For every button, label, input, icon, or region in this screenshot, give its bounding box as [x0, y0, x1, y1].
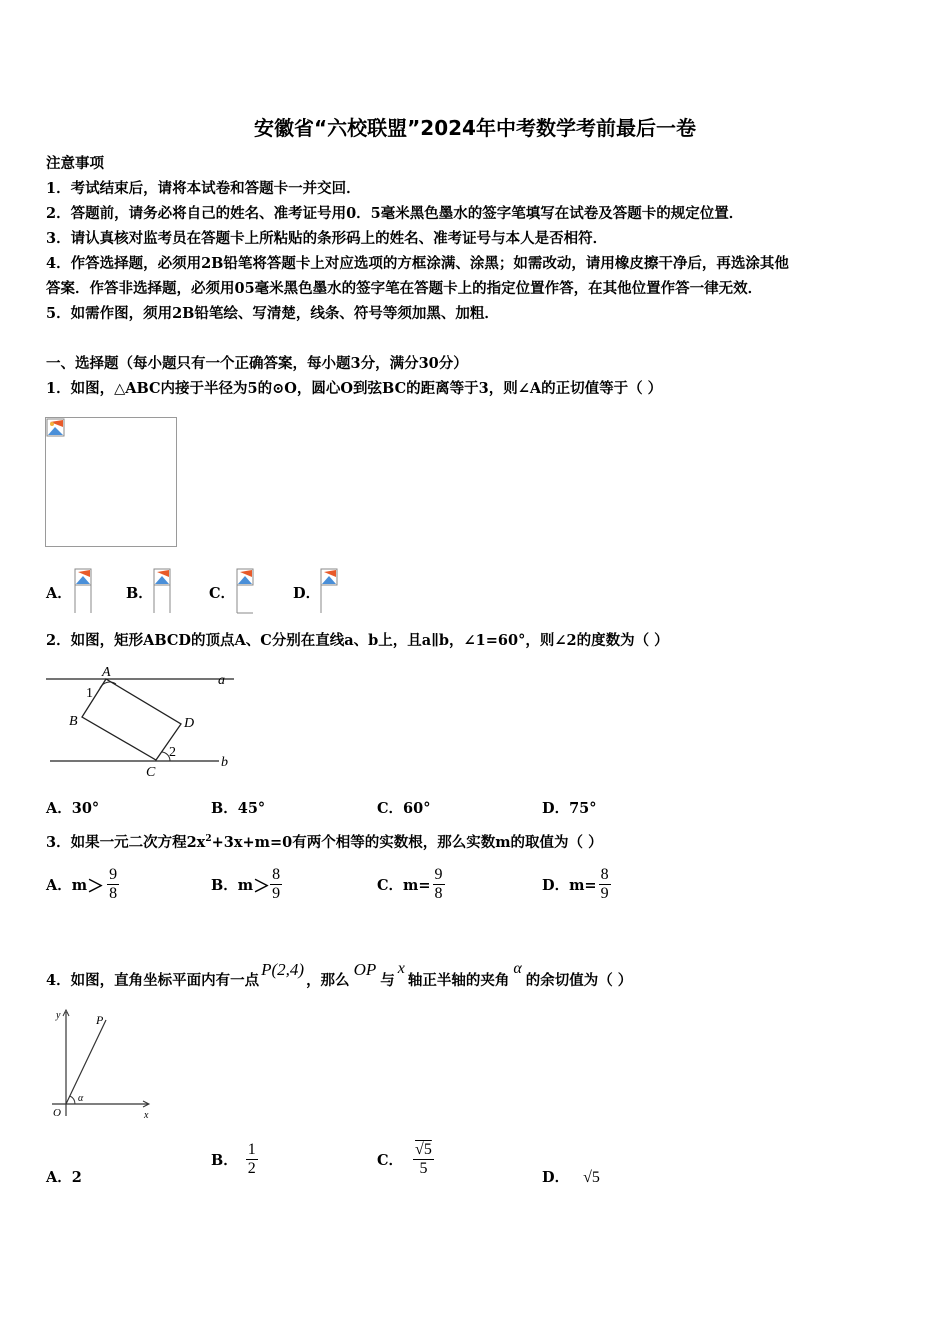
q3-option-d: D．m= $\frac{8}{9}$	[542, 866, 609, 902]
notice-heading: 注意事项	[46, 155, 104, 172]
label-P: P	[96, 1013, 104, 1027]
notice-item: 5．如需作图，须用2B铅笔绘、写清楚，线条、符号等须加黑、加粗．	[46, 305, 499, 322]
ray-op	[66, 1020, 106, 1104]
q1-option-c-broken-image-icon	[236, 568, 256, 614]
question-2-figure	[44, 662, 234, 782]
q2-option-d: D．75°	[542, 800, 597, 817]
q4-option-a: A．2	[46, 1169, 82, 1186]
notice-item: 答案．作答非选择题，必须用05毫米黑色墨水的签字笔在答题卡上的指定位置作答，在其他位置作答一律无效．	[46, 280, 763, 297]
label-O: O	[53, 1107, 61, 1119]
page-title: 安徽省“六校联盟”2024年中考数学考前最后一卷	[254, 116, 696, 140]
label-a: a	[218, 673, 225, 688]
question-1-figure-placeholder	[45, 417, 177, 547]
q2-option-c: C．60°	[377, 800, 431, 817]
question-2-text: 2．如图，矩形ABCD的顶点A、C分别在直线a、b上，且a∥b，∠1=60°，则∠2的度数为（ ）	[46, 632, 669, 649]
q3-option-b: B．m＞ $\frac{8}{9}$	[211, 866, 281, 902]
q1-option-a-broken-image-icon	[74, 568, 94, 614]
question-4-text: 4．如图，直角坐标平面内有一点P(2,4)，那么OP与x轴正半轴的夹角α的余切值为（ ）	[46, 960, 633, 989]
q1-option-d-label: D．	[293, 585, 321, 602]
q4-option-b: B． $\frac{1}{2}$	[211, 1141, 256, 1177]
section-heading: 一、选择题（每小题只有一个正确答案，每小题3分，满分30分）	[46, 355, 468, 372]
label-alpha: α	[78, 1093, 84, 1104]
notice-item: 4．作答选择题，必须用2B铅笔将答题卡上对应选项的方框涂满、涂黑；如需改动，请用橡皮擦干净后，再选涂其他	[46, 255, 789, 272]
notice-item: 3．请认真核对监考员在答题卡上所粘贴的条形码上的姓名、准考证号与本人是否相符．	[46, 230, 608, 247]
q4-option-d: D． √5	[542, 1169, 600, 1186]
question-4-figure	[44, 1006, 164, 1126]
q1-option-b-label: B．	[126, 585, 153, 602]
label-B: B	[69, 714, 78, 729]
label-b: b	[221, 755, 228, 770]
question-3-text: 3．如果一元二次方程$2x^2+3x+m=0$有两个相等的实数根，那么实数m的取值为（ ）	[46, 834, 603, 851]
q3-option-a: A．m＞ $\frac{9}{8}$	[46, 866, 118, 902]
q1-option-c-label: C．	[209, 585, 236, 602]
angle-1-label: 1	[86, 686, 93, 701]
angle-2-label: 2	[169, 745, 176, 760]
label-A: A	[102, 665, 111, 680]
label-y: y	[56, 1010, 61, 1021]
notice-item: 2．答题前，请务必将自己的姓名、准考证号用0．5毫米黑色墨水的签字笔填写在试卷及答题卡的规定位置．	[46, 205, 744, 222]
rectangle-abcd	[82, 679, 181, 760]
q2-option-a: A．30°	[46, 800, 100, 817]
q4-option-c: C． $\frac{√5}{5}$	[377, 1141, 432, 1177]
q1-option-b-broken-image-icon	[153, 568, 173, 614]
q1-option-a-label: A．	[46, 585, 72, 602]
label-x: x	[144, 1110, 149, 1121]
broken-image-icon	[46, 418, 66, 438]
question-1-text: 1．如图，△ABC内接于半径为5的⊙O，圆心O到弦BC的距离等于3，则∠A的正切值等于（ ）	[46, 380, 663, 397]
label-D: D	[184, 716, 195, 731]
q2-option-b: B．45°	[211, 800, 266, 817]
q3-option-c: C．m= $\frac{9}{8}$	[377, 866, 443, 902]
q1-option-d-broken-image-icon	[320, 568, 340, 614]
notice-item: 1．考试结束后，请将本试卷和答题卡一并交回．	[46, 180, 361, 197]
label-C: C	[146, 765, 156, 780]
